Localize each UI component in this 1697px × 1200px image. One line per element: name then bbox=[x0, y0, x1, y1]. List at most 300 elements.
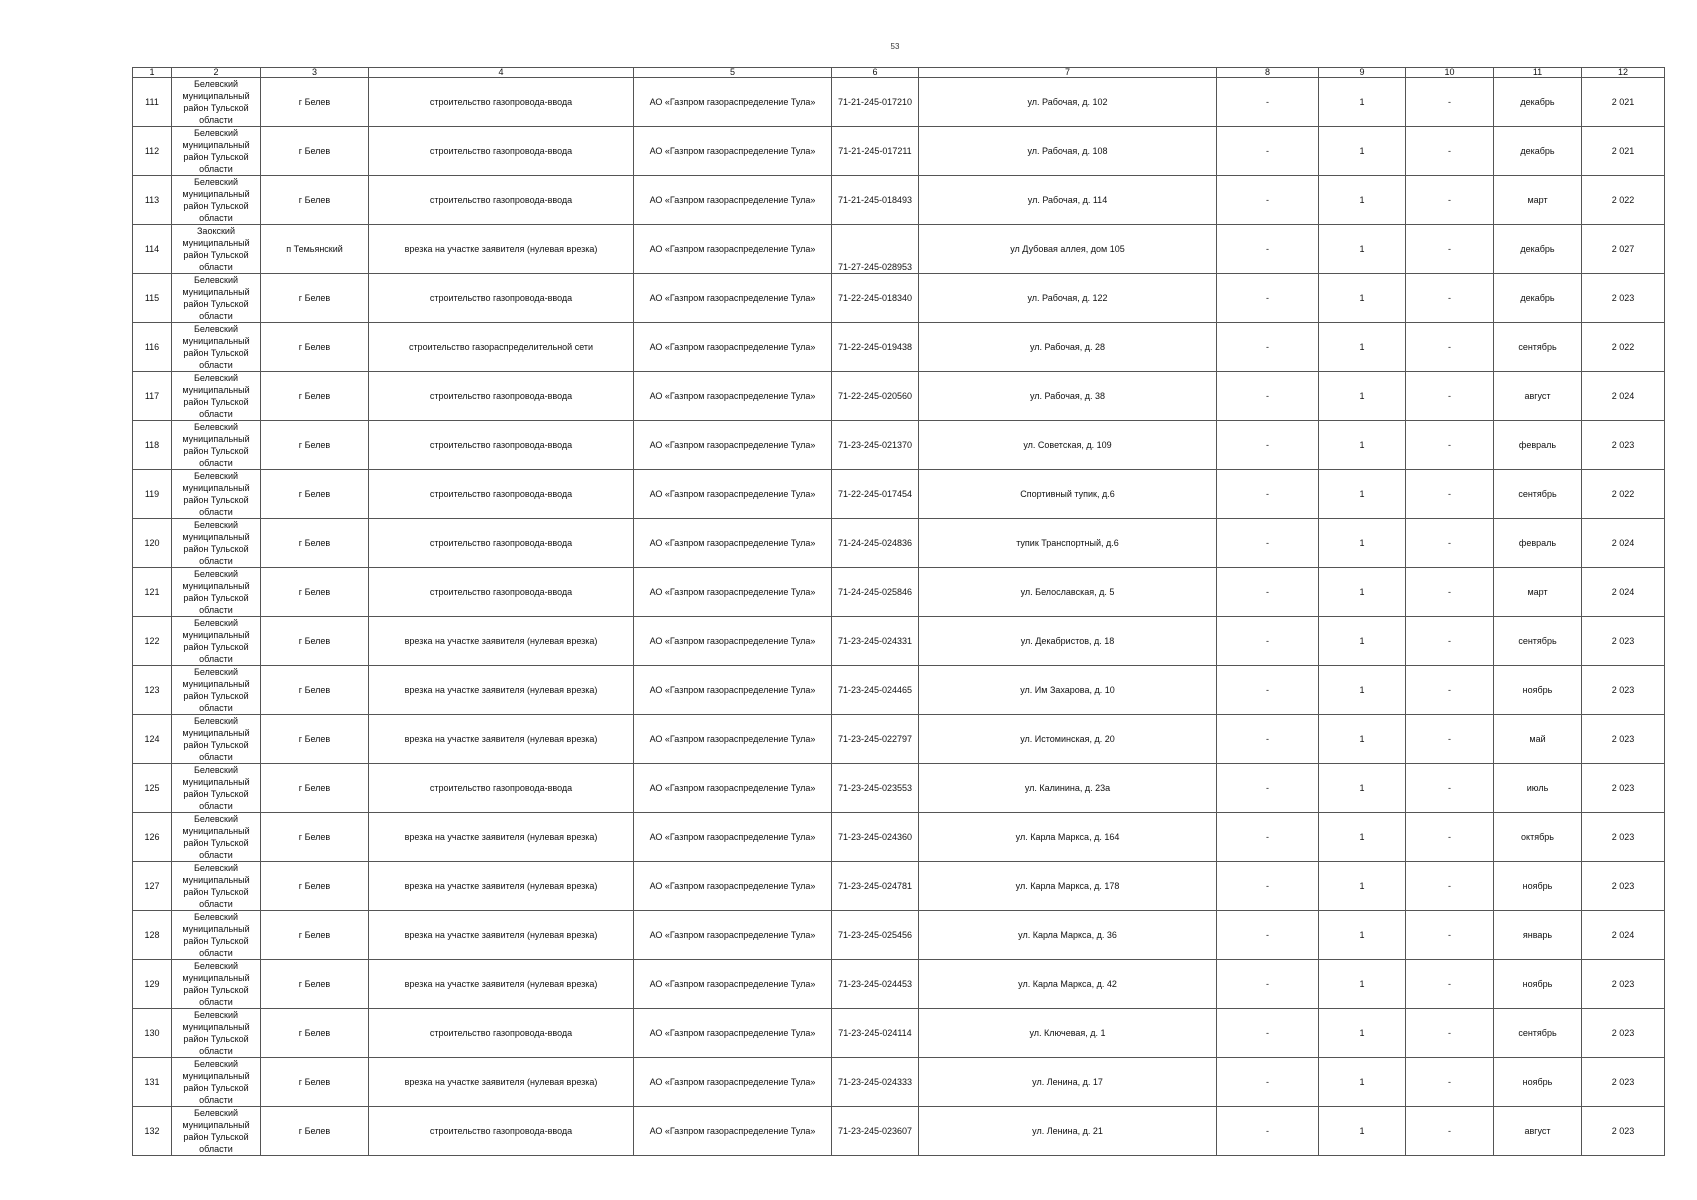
column-10-cell: - bbox=[1406, 960, 1494, 1009]
address-cell: тупик Транспортный, д.6 bbox=[919, 519, 1217, 568]
row-number-cell: 126 bbox=[133, 813, 172, 862]
column-8-cell: - bbox=[1217, 1058, 1319, 1107]
month-cell: февраль bbox=[1494, 519, 1582, 568]
column-9-cell: 1 bbox=[1319, 225, 1406, 274]
column-10-cell: - bbox=[1406, 323, 1494, 372]
district-cell: Белевский муниципальный район Тульской области bbox=[172, 1009, 261, 1058]
address-cell: ул. Им Захарова, д. 10 bbox=[919, 666, 1217, 715]
row-number-cell: 117 bbox=[133, 372, 172, 421]
year-cell: 2 023 bbox=[1582, 813, 1665, 862]
row-number-cell: 120 bbox=[133, 519, 172, 568]
work-type-cell: врезка на участке заявителя (нулевая врезка) bbox=[369, 960, 634, 1009]
table-row bbox=[133, 225, 1665, 274]
locality-cell: п Темьянский bbox=[261, 225, 369, 274]
work-type-cell: врезка на участке заявителя (нулевая врезка) bbox=[369, 1058, 634, 1107]
table-row bbox=[133, 176, 1665, 225]
work-type-cell: строительство газопровода-ввода bbox=[369, 78, 634, 127]
row-number-cell: 124 bbox=[133, 715, 172, 764]
work-type-cell: строительство газопровода-ввода bbox=[369, 568, 634, 617]
column-9-cell: 1 bbox=[1319, 127, 1406, 176]
year-cell: 2 023 bbox=[1582, 1009, 1665, 1058]
application-code-cell: 71-27-245-028953 bbox=[832, 225, 919, 274]
table-row bbox=[133, 274, 1665, 323]
organization-cell: АО «Газпром газораспределение Тула» bbox=[634, 225, 832, 274]
column-9-cell: 1 bbox=[1319, 617, 1406, 666]
district-cell: Белевский муниципальный район Тульской области bbox=[172, 813, 261, 862]
column-number: 2 bbox=[172, 68, 261, 78]
row-number-cell: 128 bbox=[133, 911, 172, 960]
table-row bbox=[133, 323, 1665, 372]
application-code-cell: 71-23-245-024114 bbox=[832, 1009, 919, 1058]
district-cell: Белевский муниципальный район Тульской области bbox=[172, 1107, 261, 1156]
address-cell: ул. Советская, д. 109 bbox=[919, 421, 1217, 470]
work-type-cell: врезка на участке заявителя (нулевая врезка) bbox=[369, 862, 634, 911]
district-cell: Белевский муниципальный район Тульской области bbox=[172, 617, 261, 666]
locality-cell: г Белев bbox=[261, 323, 369, 372]
row-number-cell: 130 bbox=[133, 1009, 172, 1058]
work-type-cell: строительство газопровода-ввода bbox=[369, 274, 634, 323]
table-header bbox=[133, 68, 1665, 78]
month-cell: ноябрь bbox=[1494, 666, 1582, 715]
organization-cell: АО «Газпром газораспределение Тула» bbox=[634, 1058, 832, 1107]
column-8-cell: - bbox=[1217, 617, 1319, 666]
district-cell: Белевский муниципальный район Тульской области bbox=[172, 176, 261, 225]
year-cell: 2 024 bbox=[1582, 568, 1665, 617]
locality-cell: г Белев bbox=[261, 274, 369, 323]
column-10-cell: - bbox=[1406, 1009, 1494, 1058]
column-10-cell: - bbox=[1406, 1107, 1494, 1156]
work-type-cell: врезка на участке заявителя (нулевая врезка) bbox=[369, 225, 634, 274]
month-cell: декабрь bbox=[1494, 274, 1582, 323]
column-9-cell: 1 bbox=[1319, 274, 1406, 323]
address-cell: ул. Рабочая, д. 28 bbox=[919, 323, 1217, 372]
column-10-cell: - bbox=[1406, 176, 1494, 225]
month-cell: декабрь bbox=[1494, 225, 1582, 274]
organization-cell: АО «Газпром газораспределение Тула» bbox=[634, 666, 832, 715]
month-cell: сентябрь bbox=[1494, 323, 1582, 372]
column-10-cell: - bbox=[1406, 666, 1494, 715]
organization-cell: АО «Газпром газораспределение Тула» bbox=[634, 470, 832, 519]
work-type-cell: строительство газопровода-ввода bbox=[369, 1107, 634, 1156]
column-9-cell: 1 bbox=[1319, 421, 1406, 470]
locality-cell: г Белев bbox=[261, 911, 369, 960]
column-10-cell: - bbox=[1406, 519, 1494, 568]
work-type-cell: врезка на участке заявителя (нулевая врезка) bbox=[369, 666, 634, 715]
column-9-cell: 1 bbox=[1319, 960, 1406, 1009]
column-8-cell: - bbox=[1217, 176, 1319, 225]
organization-cell: АО «Газпром газораспределение Тула» bbox=[634, 1009, 832, 1058]
year-cell: 2 023 bbox=[1582, 1058, 1665, 1107]
organization-cell: АО «Газпром газораспределение Тула» bbox=[634, 764, 832, 813]
column-10-cell: - bbox=[1406, 225, 1494, 274]
locality-cell: г Белев bbox=[261, 1058, 369, 1107]
column-8-cell: - bbox=[1217, 862, 1319, 911]
table-row bbox=[133, 1009, 1665, 1058]
address-cell: ул. Рабочая, д. 114 bbox=[919, 176, 1217, 225]
application-code-cell: 71-21-245-017211 bbox=[832, 127, 919, 176]
address-cell: ул. Карла Маркса, д. 178 bbox=[919, 862, 1217, 911]
column-9-cell: 1 bbox=[1319, 323, 1406, 372]
application-code-cell: 71-23-245-025456 bbox=[832, 911, 919, 960]
application-code-cell: 71-23-245-023607 bbox=[832, 1107, 919, 1156]
month-cell: июль bbox=[1494, 764, 1582, 813]
district-cell: Белевский муниципальный район Тульской области bbox=[172, 470, 261, 519]
year-cell: 2 022 bbox=[1582, 176, 1665, 225]
year-cell: 2 023 bbox=[1582, 421, 1665, 470]
table-row bbox=[133, 764, 1665, 813]
district-cell: Белевский муниципальный район Тульской области bbox=[172, 960, 261, 1009]
column-8-cell: - bbox=[1217, 127, 1319, 176]
month-cell: октябрь bbox=[1494, 813, 1582, 862]
column-9-cell: 1 bbox=[1319, 813, 1406, 862]
application-code-cell: 71-23-245-024333 bbox=[832, 1058, 919, 1107]
address-cell: ул. Карла Маркса, д. 42 bbox=[919, 960, 1217, 1009]
column-9-cell: 1 bbox=[1319, 911, 1406, 960]
district-cell: Заокский муниципальный район Тульской области bbox=[172, 225, 261, 274]
address-cell: ул. Карла Маркса, д. 164 bbox=[919, 813, 1217, 862]
column-9-cell: 1 bbox=[1319, 715, 1406, 764]
column-8-cell: - bbox=[1217, 1009, 1319, 1058]
address-cell: ул. Калинина, д. 23а bbox=[919, 764, 1217, 813]
column-8-cell: - bbox=[1217, 519, 1319, 568]
work-type-cell: врезка на участке заявителя (нулевая врезка) bbox=[369, 911, 634, 960]
organization-cell: АО «Газпром газораспределение Тула» bbox=[634, 1107, 832, 1156]
district-cell: Белевский муниципальный район Тульской области bbox=[172, 78, 261, 127]
page-number: 53 bbox=[890, 42, 900, 51]
column-9-cell: 1 bbox=[1319, 519, 1406, 568]
organization-cell: АО «Газпром газораспределение Тула» bbox=[634, 372, 832, 421]
column-8-cell: - bbox=[1217, 813, 1319, 862]
application-code-cell: 71-24-245-024836 bbox=[832, 519, 919, 568]
column-8-cell: - bbox=[1217, 715, 1319, 764]
district-cell: Белевский муниципальный район Тульской области bbox=[172, 666, 261, 715]
column-number: 5 bbox=[634, 68, 832, 78]
column-8-cell: - bbox=[1217, 274, 1319, 323]
month-cell: декабрь bbox=[1494, 127, 1582, 176]
month-cell: август bbox=[1494, 372, 1582, 421]
column-10-cell: - bbox=[1406, 1058, 1494, 1107]
district-cell: Белевский муниципальный район Тульской области bbox=[172, 519, 261, 568]
year-cell: 2 023 bbox=[1582, 960, 1665, 1009]
organization-cell: АО «Газпром газораспределение Тула» bbox=[634, 862, 832, 911]
locality-cell: г Белев bbox=[261, 78, 369, 127]
district-cell: Белевский муниципальный район Тульской области bbox=[172, 862, 261, 911]
year-cell: 2 024 bbox=[1582, 372, 1665, 421]
column-10-cell: - bbox=[1406, 274, 1494, 323]
column-8-cell: - bbox=[1217, 764, 1319, 813]
address-cell: ул Дубовая аллея, дом 105 bbox=[919, 225, 1217, 274]
year-cell: 2 022 bbox=[1582, 323, 1665, 372]
table-row bbox=[133, 519, 1665, 568]
year-cell: 2 023 bbox=[1582, 617, 1665, 666]
work-type-cell: строительство газопровода-ввода bbox=[369, 519, 634, 568]
organization-cell: АО «Газпром газораспределение Тула» bbox=[634, 323, 832, 372]
work-type-cell: врезка на участке заявителя (нулевая врезка) bbox=[369, 617, 634, 666]
organization-cell: АО «Газпром газораспределение Тула» bbox=[634, 274, 832, 323]
row-number-cell: 122 bbox=[133, 617, 172, 666]
month-cell: сентябрь bbox=[1494, 617, 1582, 666]
column-9-cell: 1 bbox=[1319, 1107, 1406, 1156]
row-number-cell: 131 bbox=[133, 1058, 172, 1107]
month-cell: январь bbox=[1494, 911, 1582, 960]
address-cell: ул. Ленина, д. 17 bbox=[919, 1058, 1217, 1107]
column-number: 10 bbox=[1406, 68, 1494, 78]
district-cell: Белевский муниципальный район Тульской области bbox=[172, 764, 261, 813]
address-cell: ул. Рабочая, д. 38 bbox=[919, 372, 1217, 421]
row-number-cell: 119 bbox=[133, 470, 172, 519]
column-8-cell: - bbox=[1217, 470, 1319, 519]
locality-cell: г Белев bbox=[261, 568, 369, 617]
work-type-cell: врезка на участке заявителя (нулевая врезка) bbox=[369, 715, 634, 764]
address-cell: ул. Белославская, д. 5 bbox=[919, 568, 1217, 617]
column-8-cell: - bbox=[1217, 421, 1319, 470]
year-cell: 2 023 bbox=[1582, 274, 1665, 323]
table-row bbox=[133, 421, 1665, 470]
column-number: 8 bbox=[1217, 68, 1319, 78]
year-cell: 2 024 bbox=[1582, 519, 1665, 568]
column-8-cell: - bbox=[1217, 372, 1319, 421]
district-cell: Белевский муниципальный район Тульской области bbox=[172, 911, 261, 960]
address-cell: ул. Ленина, д. 21 bbox=[919, 1107, 1217, 1156]
address-cell: Спортивный тупик, д.6 bbox=[919, 470, 1217, 519]
column-number: 1 bbox=[133, 68, 172, 78]
column-9-cell: 1 bbox=[1319, 78, 1406, 127]
column-8-cell: - bbox=[1217, 568, 1319, 617]
address-cell: ул. Истоминская, д. 20 bbox=[919, 715, 1217, 764]
locality-cell: г Белев bbox=[261, 715, 369, 764]
column-number: 4 bbox=[369, 68, 634, 78]
row-number-cell: 111 bbox=[133, 78, 172, 127]
year-cell: 2 023 bbox=[1582, 666, 1665, 715]
row-number-cell: 125 bbox=[133, 764, 172, 813]
column-9-cell: 1 bbox=[1319, 372, 1406, 421]
row-number-cell: 116 bbox=[133, 323, 172, 372]
month-cell: март bbox=[1494, 176, 1582, 225]
locality-cell: г Белев bbox=[261, 519, 369, 568]
month-cell: сентябрь bbox=[1494, 1009, 1582, 1058]
row-number-cell: 114 bbox=[133, 225, 172, 274]
district-cell: Белевский муниципальный район Тульской области bbox=[172, 1058, 261, 1107]
organization-cell: АО «Газпром газораспределение Тула» bbox=[634, 127, 832, 176]
application-code-cell: 71-23-245-024360 bbox=[832, 813, 919, 862]
column-9-cell: 1 bbox=[1319, 470, 1406, 519]
table-row bbox=[133, 372, 1665, 421]
column-9-cell: 1 bbox=[1319, 568, 1406, 617]
address-cell: ул. Ключевая, д. 1 bbox=[919, 1009, 1217, 1058]
application-code-cell: 71-23-245-023553 bbox=[832, 764, 919, 813]
gasification-table bbox=[132, 67, 1665, 1156]
table-row bbox=[133, 960, 1665, 1009]
column-number: 7 bbox=[919, 68, 1217, 78]
column-8-cell: - bbox=[1217, 666, 1319, 715]
district-cell: Белевский муниципальный район Тульской области bbox=[172, 568, 261, 617]
organization-cell: АО «Газпром газораспределение Тула» bbox=[634, 617, 832, 666]
month-cell: ноябрь bbox=[1494, 1058, 1582, 1107]
organization-cell: АО «Газпром газораспределение Тула» bbox=[634, 421, 832, 470]
month-cell: март bbox=[1494, 568, 1582, 617]
column-number-row bbox=[133, 68, 1665, 78]
application-code-cell: 71-22-245-019438 bbox=[832, 323, 919, 372]
column-10-cell: - bbox=[1406, 911, 1494, 960]
table-row bbox=[133, 470, 1665, 519]
work-type-cell: строительство газопровода-ввода bbox=[369, 176, 634, 225]
column-8-cell: - bbox=[1217, 78, 1319, 127]
column-number: 6 bbox=[832, 68, 919, 78]
address-cell: ул. Карла Маркса, д. 36 bbox=[919, 911, 1217, 960]
locality-cell: г Белев bbox=[261, 813, 369, 862]
column-8-cell: - bbox=[1217, 960, 1319, 1009]
table-row bbox=[133, 862, 1665, 911]
locality-cell: г Белев bbox=[261, 127, 369, 176]
table-row bbox=[133, 617, 1665, 666]
column-8-cell: - bbox=[1217, 225, 1319, 274]
month-cell: декабрь bbox=[1494, 78, 1582, 127]
work-type-cell: строительство газопровода-ввода bbox=[369, 127, 634, 176]
work-type-cell: строительство газопровода-ввода bbox=[369, 764, 634, 813]
column-number: 9 bbox=[1319, 68, 1406, 78]
application-code-cell: 71-21-245-018493 bbox=[832, 176, 919, 225]
work-type-cell: строительство газопровода-ввода bbox=[369, 421, 634, 470]
month-cell: ноябрь bbox=[1494, 862, 1582, 911]
application-code-cell: 71-23-245-022797 bbox=[832, 715, 919, 764]
district-cell: Белевский муниципальный район Тульской области bbox=[172, 323, 261, 372]
table-row bbox=[133, 1107, 1665, 1156]
work-type-cell: строительство газораспределительной сети bbox=[369, 323, 634, 372]
application-code-cell: 71-22-245-018340 bbox=[832, 274, 919, 323]
year-cell: 2 023 bbox=[1582, 764, 1665, 813]
work-type-cell: строительство газопровода-ввода bbox=[369, 470, 634, 519]
column-9-cell: 1 bbox=[1319, 764, 1406, 813]
year-cell: 2 022 bbox=[1582, 470, 1665, 519]
column-10-cell: - bbox=[1406, 813, 1494, 862]
address-cell: ул. Рабочая, д. 102 bbox=[919, 78, 1217, 127]
table-body bbox=[133, 78, 1665, 1156]
application-code-cell: 71-23-245-021370 bbox=[832, 421, 919, 470]
organization-cell: АО «Газпром газораспределение Тула» bbox=[634, 911, 832, 960]
organization-cell: АО «Газпром газораспределение Тула» bbox=[634, 519, 832, 568]
organization-cell: АО «Газпром газораспределение Тула» bbox=[634, 176, 832, 225]
application-code-cell: 71-24-245-025846 bbox=[832, 568, 919, 617]
application-code-cell: 71-22-245-017454 bbox=[832, 470, 919, 519]
column-9-cell: 1 bbox=[1319, 176, 1406, 225]
table-row bbox=[133, 127, 1665, 176]
column-10-cell: - bbox=[1406, 78, 1494, 127]
organization-cell: АО «Газпром газораспределение Тула» bbox=[634, 568, 832, 617]
work-type-cell: врезка на участке заявителя (нулевая врезка) bbox=[369, 813, 634, 862]
work-type-cell: строительство газопровода-ввода bbox=[369, 372, 634, 421]
month-cell: февраль bbox=[1494, 421, 1582, 470]
column-number: 11 bbox=[1494, 68, 1582, 78]
year-cell: 2 023 bbox=[1582, 1107, 1665, 1156]
year-cell: 2 024 bbox=[1582, 911, 1665, 960]
year-cell: 2 021 bbox=[1582, 127, 1665, 176]
table-row bbox=[133, 715, 1665, 764]
locality-cell: г Белев bbox=[261, 421, 369, 470]
locality-cell: г Белев bbox=[261, 470, 369, 519]
column-10-cell: - bbox=[1406, 764, 1494, 813]
district-cell: Белевский муниципальный район Тульской области bbox=[172, 715, 261, 764]
month-cell: сентябрь bbox=[1494, 470, 1582, 519]
column-10-cell: - bbox=[1406, 127, 1494, 176]
column-10-cell: - bbox=[1406, 421, 1494, 470]
column-8-cell: - bbox=[1217, 323, 1319, 372]
column-10-cell: - bbox=[1406, 372, 1494, 421]
row-number-cell: 112 bbox=[133, 127, 172, 176]
application-code-cell: 71-23-245-024453 bbox=[832, 960, 919, 1009]
column-10-cell: - bbox=[1406, 617, 1494, 666]
address-cell: ул. Рабочая, д. 122 bbox=[919, 274, 1217, 323]
district-cell: Белевский муниципальный район Тульской области bbox=[172, 372, 261, 421]
application-code-cell: 71-23-245-024781 bbox=[832, 862, 919, 911]
locality-cell: г Белев bbox=[261, 372, 369, 421]
column-number: 12 bbox=[1582, 68, 1665, 78]
column-number: 3 bbox=[261, 68, 369, 78]
year-cell: 2 023 bbox=[1582, 715, 1665, 764]
district-cell: Белевский муниципальный район Тульской области bbox=[172, 127, 261, 176]
locality-cell: г Белев bbox=[261, 1009, 369, 1058]
column-10-cell: - bbox=[1406, 470, 1494, 519]
application-code-cell: 71-21-245-017210 bbox=[832, 78, 919, 127]
month-cell: май bbox=[1494, 715, 1582, 764]
table-row bbox=[133, 666, 1665, 715]
column-10-cell: - bbox=[1406, 715, 1494, 764]
row-number-cell: 123 bbox=[133, 666, 172, 715]
year-cell: 2 027 bbox=[1582, 225, 1665, 274]
locality-cell: г Белев bbox=[261, 617, 369, 666]
column-10-cell: - bbox=[1406, 862, 1494, 911]
column-8-cell: - bbox=[1217, 911, 1319, 960]
district-cell: Белевский муниципальный район Тульской области bbox=[172, 421, 261, 470]
locality-cell: г Белев bbox=[261, 960, 369, 1009]
address-cell: ул. Декабристов, д. 18 bbox=[919, 617, 1217, 666]
organization-cell: АО «Газпром газораспределение Тула» bbox=[634, 78, 832, 127]
column-9-cell: 1 bbox=[1319, 862, 1406, 911]
column-9-cell: 1 bbox=[1319, 1009, 1406, 1058]
month-cell: ноябрь bbox=[1494, 960, 1582, 1009]
row-number-cell: 118 bbox=[133, 421, 172, 470]
locality-cell: г Белев bbox=[261, 862, 369, 911]
column-10-cell: - bbox=[1406, 568, 1494, 617]
organization-cell: АО «Газпром газораспределение Тула» bbox=[634, 813, 832, 862]
application-code-cell: 71-23-245-024465 bbox=[832, 666, 919, 715]
district-cell: Белевский муниципальный район Тульской области bbox=[172, 274, 261, 323]
table-row bbox=[133, 568, 1665, 617]
locality-cell: г Белев bbox=[261, 176, 369, 225]
organization-cell: АО «Газпром газораспределение Тула» bbox=[634, 715, 832, 764]
year-cell: 2 023 bbox=[1582, 862, 1665, 911]
table-row bbox=[133, 78, 1665, 127]
locality-cell: г Белев bbox=[261, 666, 369, 715]
table-row bbox=[133, 1058, 1665, 1107]
application-code-cell: 71-23-245-024331 bbox=[832, 617, 919, 666]
column-8-cell: - bbox=[1217, 1107, 1319, 1156]
table-row bbox=[133, 813, 1665, 862]
work-type-cell: строительство газопровода-ввода bbox=[369, 1009, 634, 1058]
locality-cell: г Белев bbox=[261, 1107, 369, 1156]
row-number-cell: 127 bbox=[133, 862, 172, 911]
address-cell: ул. Рабочая, д. 108 bbox=[919, 127, 1217, 176]
table-row bbox=[133, 911, 1665, 960]
locality-cell: г Белев bbox=[261, 764, 369, 813]
year-cell: 2 021 bbox=[1582, 78, 1665, 127]
organization-cell: АО «Газпром газораспределение Тула» bbox=[634, 960, 832, 1009]
row-number-cell: 132 bbox=[133, 1107, 172, 1156]
column-9-cell: 1 bbox=[1319, 1058, 1406, 1107]
month-cell: август bbox=[1494, 1107, 1582, 1156]
row-number-cell: 121 bbox=[133, 568, 172, 617]
row-number-cell: 115 bbox=[133, 274, 172, 323]
column-9-cell: 1 bbox=[1319, 666, 1406, 715]
